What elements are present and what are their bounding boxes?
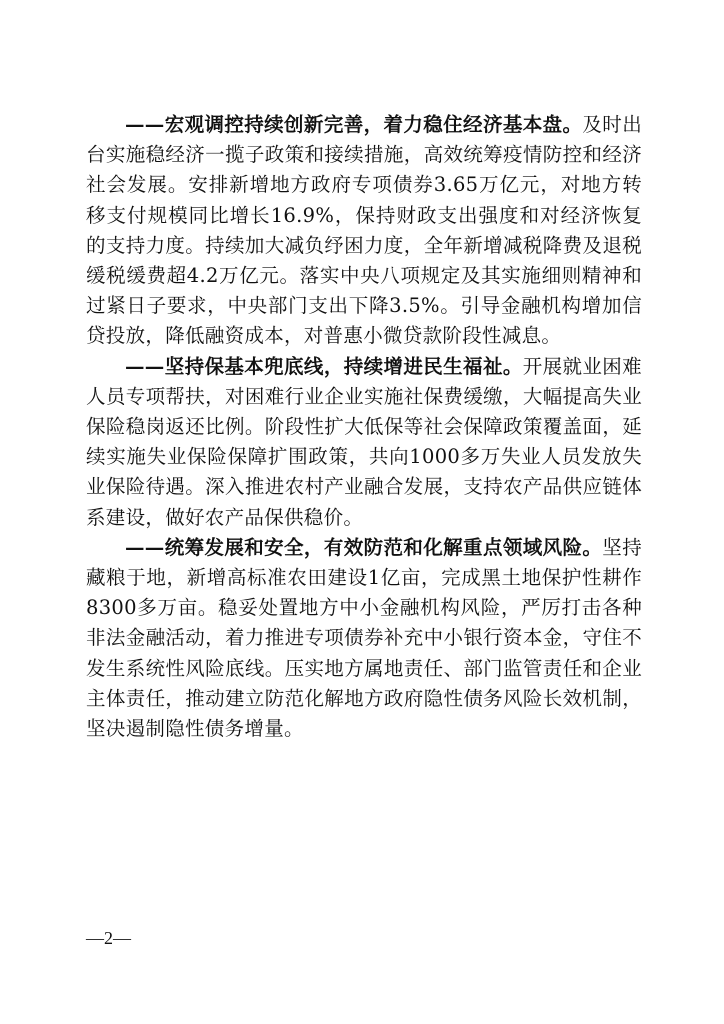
- paragraph-lead: ——坚持保基本兜底线，持续增进民生福祉。: [125, 354, 523, 378]
- page-number: —2—: [86, 928, 131, 948]
- paragraph-livelihood: [86, 352, 642, 533]
- paragraph-lead: ——统筹发展和安全，有效防范和化解重点领域风险。: [125, 535, 603, 559]
- paragraph-risk-prevention: [86, 533, 642, 744]
- paragraph-text: 及时出台实施稳经济一揽子政策和接续措施，高效统筹疫情防控和经济社会发展。安排新增地方政府专项债券3.65万亿元，对地方转移支付规模同比增长16.9%，保持财政支出强度和对经济恢复的支持力度。持续加大减负纾困力度，全年新增减税降费及退税缓税缓费超4.2万亿元。落实中央八项规定及其实施细则精神和过紧日子要求，中央部门支出下降3.5%。引导金融机构增加信贷投放，降低融资成本，对普惠小微贷款阶段性减息。: [86, 113, 642, 348]
- paragraph-lead: ——宏观调控持续创新完善，着力稳住经济基本盘。: [125, 113, 583, 136]
- paragraph-text: 开展就业困难人员专项帮扶，对困难行业企业实施社保费缓缴，大幅提高失业保险稳岗返还比例。阶段性扩大低保等社会保障政策覆盖面，延续实施失业保险保障扩围政策，共向1000多万失业人员发放失业保险待遇。深入推进农村产业融合发展，支持农产品供应链体系建设，做好农产品保供稳价。: [86, 354, 642, 529]
- paragraph-macro-control: [86, 110, 642, 352]
- paragraph-text: 坚持藏粮于地，新增高标准农田建设1亿亩，完成黑土地保护性耕作8300多万亩。稳妥处置地方中小金融机构风险，严厉打击各种非法金融活动，着力推进专项债券补充中小银行资本金，守住不发生系统性风险底线。压实地方属地责任、部门监管责任和企业主体责任，推动建立防范化解地方政府隐性债务风险长效机制，坚决遏制隐性债务增量。: [86, 535, 642, 741]
- document-body: [86, 110, 642, 744]
